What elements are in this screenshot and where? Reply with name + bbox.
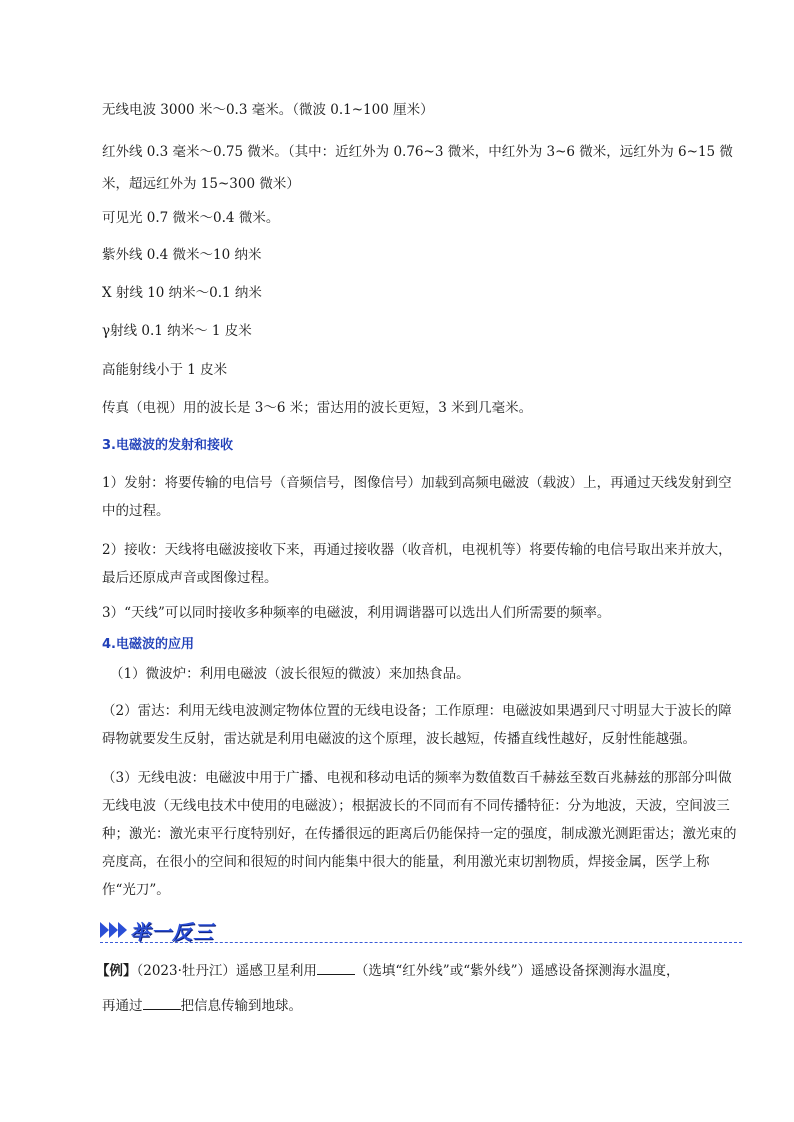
chevron-right-icon [118,922,127,938]
section4-heading: 4.电磁波的应用 [102,637,194,652]
spectrum-visible: 可见光 0.7 微米～0.4 微米。 [102,210,280,226]
chevron-right-icon [109,922,118,938]
example-text-3: 再通过 [102,998,143,1014]
example-tag: 【例】 [96,963,137,979]
example-text-4: 把信息传输到地球。 [180,998,302,1014]
spectrum-infrared: 红外线 0.3 毫米～0.75 微米。（其中：近红外为 0.76~3 微米，中红外为 3~6 微米，远红外为 6~15 微米，超远红外为 15~300 微米） [102,144,733,192]
answer-blank-1[interactable] [317,962,355,975]
spectrum-high-energy: 高能射线小于 1 皮米 [102,362,228,378]
example-text-2: （选填“红外线”或“紫外线”）遥感设备探测海水温度， [354,963,680,979]
section3-receive: 2）接收：天线将电磁波接收下来，再通过接收器（收音机，电视机等）将要传输的电信号取出来并放大，最后还原成声音或图像过程。 [102,542,732,586]
spectrum-gamma: γ射线 0.1 纳米～ 1 皮米 [102,323,252,339]
section3-heading: 3.电磁波的发射和接收 [102,438,233,453]
spectrum-xray: X 射线 10 纳米～0.1 纳米 [102,285,262,301]
practice-banner [100,914,226,944]
spectrum-fax-radar: 传真（电视）用的波长是 3～6 米；雷达用的波长更短，3 米到几毫米。 [102,400,533,416]
section4-radio-laser: （3）无线电波：电磁波中用于广播、电视和移动电话的频率为数值数百千赫兹至数百兆赫兹的那部分叫做无线电波（无线电技术中使用的电磁波）；根据波长的不同而有不同传播特征：分为地波，天波，空间波三种；激光：激光束平行度特别好，在传播很远的距离后仍能保持一定的强度，制成激光测距雷达；激光束的亮度高，在很小的空间和很短的时间内能集中很大的能量，利用激光束切割物质，焊接金属，医学上称作“光刀”。 [102,770,737,898]
spectrum-ultraviolet: 紫外线 0.4 微米～10 纳米 [102,247,262,263]
practice-banner-title: 举一反三 [130,920,214,944]
dashed-divider [100,942,742,943]
section3-antenna: 3）“天线”可以同时接收多种频率的电磁波，利用调谐器可以选出人们所需要的频率。 [102,605,611,621]
answer-blank-2[interactable] [143,997,181,1010]
chevron-right-icon [100,922,109,938]
example-question-line1 [96,961,680,981]
spectrum-radio: 无线电波 3000 米～0.3 毫米。（微波 0.1~100 厘米） [102,102,434,118]
section3-transmit: 1）发射：将要传输的电信号（音频信号，图像信号）加载到高频电磁波（载波）上，再通过天线发射到空中的过程。 [102,475,732,519]
example-source: （2023·牡丹江） [136,963,236,979]
example-text-1: 遥感卫星利用 [235,963,317,979]
section4-microwave: （1）微波炉：利用电磁波（波长很短的微波）来加热食品。 [110,666,470,682]
section4-radar: （2）雷达：利用无线电波测定物体位置的无线电设备；工作原理：电磁波如果遇到尺寸明显大于波长的障碍物就要发生反射，雷达就是利用电磁波的这个原理，波长越短，传播直线性越好，反射性能越强。 [102,703,732,747]
example-question-line2 [102,996,302,1016]
